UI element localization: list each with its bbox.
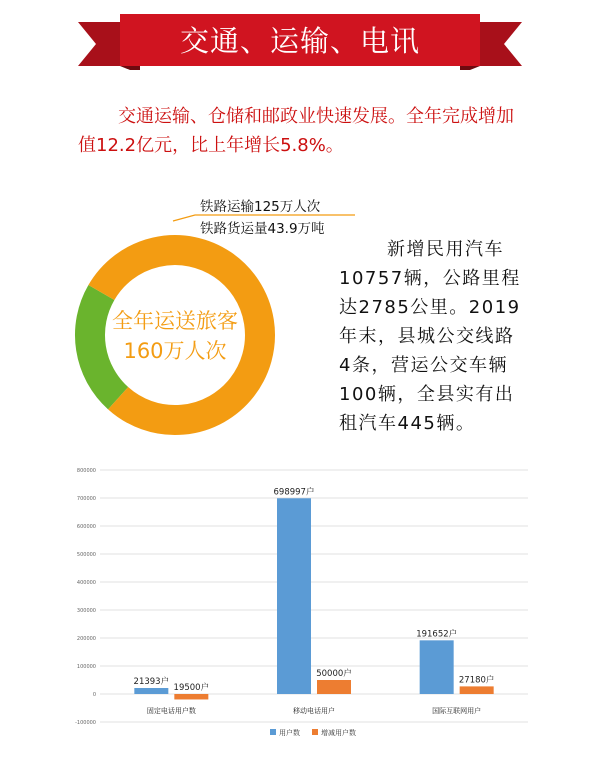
side-paragraph bbox=[339, 235, 527, 438]
side-text: 新增民用汽车10757辆，公路里程达2785公里。2019年末，县城公交线路4条，营运公交车辆100辆，全县实有出租汽车445辆。 bbox=[339, 239, 521, 434]
y-tick-label: 500000 bbox=[76, 552, 96, 558]
y-tick-label: -100000 bbox=[75, 720, 96, 726]
page-title: 交通、运输、电讯 bbox=[179, 24, 420, 58]
bar bbox=[277, 498, 311, 694]
bar-data-label: 698997户 bbox=[273, 487, 315, 498]
bar bbox=[460, 686, 494, 694]
bar-data-label: 19500户 bbox=[173, 683, 210, 693]
x-category-label: 固定电话用户数 bbox=[146, 707, 196, 715]
donut-center-text bbox=[90, 306, 260, 366]
donut-center-line1: 全年运送旅客 bbox=[112, 309, 238, 333]
bar-data-label: 27180户 bbox=[458, 675, 495, 686]
y-tick-label: 100000 bbox=[76, 664, 96, 670]
bar bbox=[134, 688, 168, 694]
bar bbox=[420, 640, 454, 694]
bar bbox=[174, 694, 208, 699]
x-category-label: 国际互联网用户 bbox=[432, 707, 482, 715]
donut-center-line2: 160万人次 bbox=[123, 339, 227, 363]
legend-swatch bbox=[312, 729, 318, 735]
y-tick-label: 800000 bbox=[76, 468, 96, 474]
rail-freight-label: 铁路货运量43.9万吨 bbox=[200, 221, 325, 237]
y-tick-label: 600000 bbox=[76, 524, 96, 530]
legend-label: 增减用户数 bbox=[321, 729, 356, 737]
intro-text: 交通运输、仓储和邮政业快速发展。全年完成增加值12.2亿元，比上年增长5.8%。 bbox=[78, 106, 514, 156]
x-category-label: 移动电话用户 bbox=[293, 707, 335, 715]
y-tick-label: 700000 bbox=[76, 496, 96, 502]
bar-data-label: 50000户 bbox=[316, 669, 352, 679]
bar-data-label: 191652户 bbox=[416, 629, 458, 640]
rail-passenger-label: 铁路运输125万人次 bbox=[200, 199, 321, 215]
intro-paragraph bbox=[78, 102, 528, 160]
legend-label: 用户数 bbox=[279, 729, 300, 737]
bar-data-label: 21393户 bbox=[133, 677, 170, 688]
y-tick-label: 300000 bbox=[76, 608, 96, 614]
y-tick-label: 200000 bbox=[76, 636, 96, 642]
y-tick-label: 0 bbox=[92, 692, 96, 698]
bar bbox=[317, 680, 351, 694]
legend-swatch bbox=[270, 729, 276, 735]
user-bar-chart bbox=[0, 450, 600, 758]
y-tick-label: 400000 bbox=[76, 580, 96, 586]
